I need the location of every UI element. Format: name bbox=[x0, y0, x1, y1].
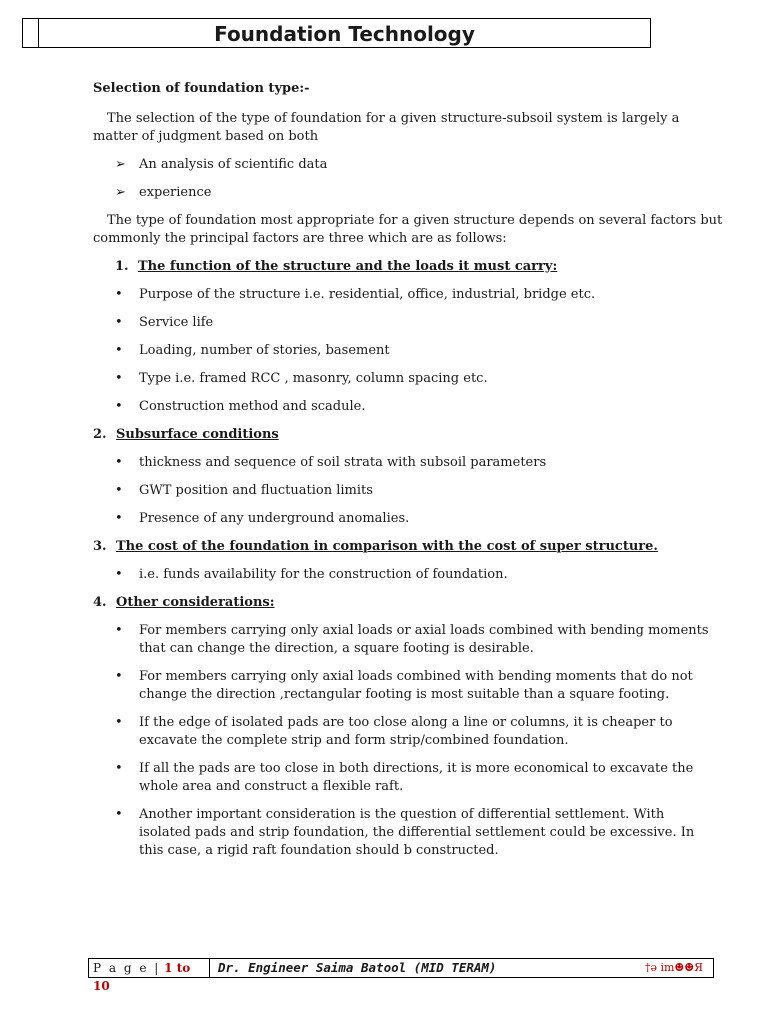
page-title: Foundation Technology bbox=[214, 22, 475, 46]
dot-bullet-icon: • bbox=[115, 343, 123, 358]
dot-bullet-icon: • bbox=[115, 315, 123, 330]
page-number: 1 to 10 bbox=[93, 961, 191, 993]
intro-paragraph: The selection of the type of foundation for a given structure-subsoil system is largely a matter of judgment based on both bbox=[93, 111, 680, 144]
dot-bullet-icon: • bbox=[115, 455, 123, 470]
document-body: Selection of foundation type:- The selection of the type of foundation for a given structure-subsoil system is largely a matter of judgment based on both ➢ An analysis of scientific data ➢ experience The type of foundation most appropriate for a given structure depends on several factors but commonly the principal factors are three which are as follows: 1. The function of the structure and the loads it must carry: • Purpose of the structure i.e. residential, office, industrial, bridge etc. • Service life • Loading, number of stories, basement • Type i.e. framed RCC , masonry, column spacing etc. • Construction method and scadule. 2. Subsurface conditions • thickness and sequence of soil strata with subsoil parameters • GWT position and fluctuation limits • Presence of any underground anomalies. 3. The cost of the foundation in comparison with the cost of super structure. • i.e. funds availability for the construction of foundation. 4. Other considerations: • For members carrying only axial loads or axial loads combined with bending moments that can change the direction, a square footing is desirable. • For members carrying only axial loads combined with bending moments that do not change the direction ,rectangular footing is most suitable than a square footing. • If the edge of isolated pads are too close along a line or columns, it is cheaper to excavate the complete strip and form strip/combined foundation. • If all the pads are too close in both directions, it is more economical to excavate the whole area and construct a flexible raft. • Another important consideration is the question of differential settlement. With isolated pads and strip foundation, the differential settlement could be excessive. In this case, a rigid raft foundation should b constructed. bbox=[93, 81, 723, 858]
dot-bullet-icon: • bbox=[115, 669, 123, 684]
dot-bullet-icon: • bbox=[115, 567, 123, 582]
section-title: Selection of foundation type:- bbox=[93, 81, 310, 96]
dot-bullet-icon: • bbox=[115, 399, 123, 414]
footer-author: Dr. Engineer Saima Batool (MID TERAM) bbox=[209, 959, 715, 977]
page-footer bbox=[88, 958, 714, 993]
dot-bullet-icon: • bbox=[115, 807, 123, 822]
factors-intro-paragraph: The type of foundation most appropriate for a given structure depends on several factors but commonly the principal factors are three which are as follows: bbox=[93, 213, 723, 246]
footer-mark: †ә im☻☻Я bbox=[644, 961, 703, 974]
dot-bullet-icon: • bbox=[115, 371, 123, 386]
dot-bullet-icon: • bbox=[115, 761, 123, 776]
header-box bbox=[22, 18, 651, 48]
page-indicator: P a g e | 1 to 10 bbox=[93, 961, 191, 993]
header-tab bbox=[23, 19, 39, 47]
dot-bullet-icon: • bbox=[115, 483, 123, 498]
dot-bullet-icon: • bbox=[115, 287, 123, 302]
dot-bullet-icon: • bbox=[115, 623, 123, 638]
arrow-bullet-icon: ➢ bbox=[115, 157, 126, 172]
dot-bullet-icon: • bbox=[115, 715, 123, 730]
dot-bullet-icon: • bbox=[115, 511, 123, 526]
arrow-bullet-icon: ➢ bbox=[115, 185, 126, 200]
